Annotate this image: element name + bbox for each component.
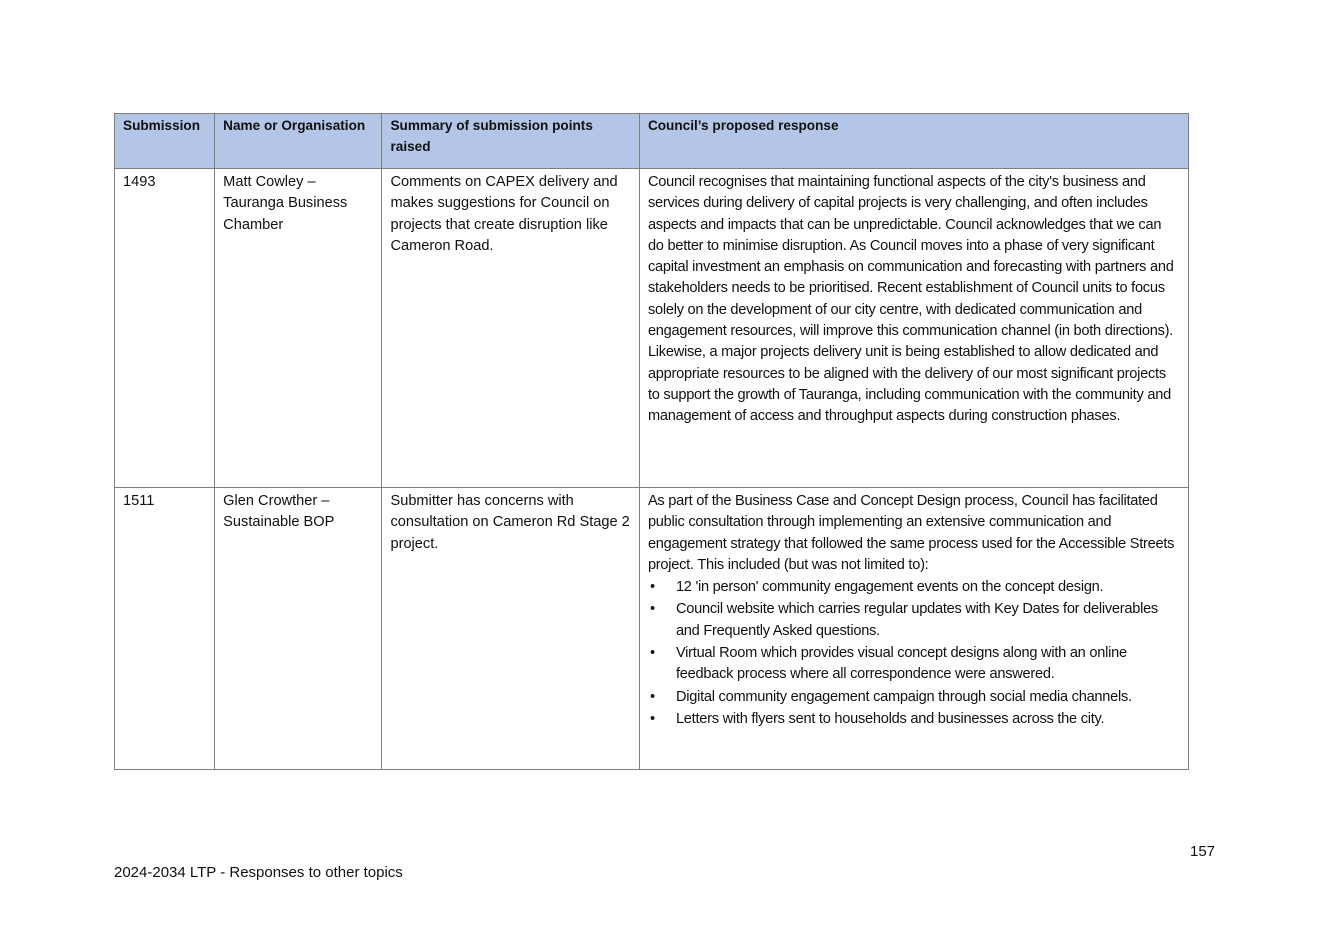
list-item: • Letters with flyers sent to households and businesses across the city. <box>648 709 1180 730</box>
response-paragraph: Likewise, a major projects delivery unit is being established to allow dedicated and appropriate resources to be aligned with the delivery of our most significant projects to support the growth of Tauranga, including communication with the community and management of access and throughput aspects during construction phases. <box>647 344 1171 425</box>
submitter-name: Glen Crowther – Sustainable BOP <box>215 488 382 770</box>
submission-summary: Comments on CAPEX delivery and makes suggestions for Council on projects that create disruption like Cameron Road. <box>382 169 639 488</box>
table-row <box>115 169 1189 488</box>
page-footer: 2024-2034 LTP - Responses to other topics <box>114 864 403 881</box>
header-summary: Summary of submission points raised <box>382 114 639 169</box>
header-submission: Submission <box>115 114 215 169</box>
page-number: 157 <box>1190 843 1216 860</box>
submission-number: 1511 <box>115 488 215 770</box>
response-paragraph: As part of the Business Case and Concept Design process, Council has facilitated public consultation through implementing an extensive communication and engagement strategy that followed the same process used for the Accessible Streets project. This included (but was not limited to): <box>647 493 1175 573</box>
table-row <box>115 488 1189 770</box>
council-response <box>639 488 1188 770</box>
table-header-row <box>115 114 1189 169</box>
submission-number: 1493 <box>115 169 215 488</box>
response-paragraph: Council recognises that maintaining functional aspects of the city's business and services during delivery of capital projects is very challenging, and often includes aspects and impacts that can be unpredictable. Council acknowledges that we can do better to minimise disruption. As Council moves into a phase of very significant capital investment an emphasis on communication and forecasting with partners and stakeholders needs to be prioritised. Recent establishment of Council units to focus solely on the development of our city centre, with dedicated communication and engagement resources, will improve this communication channel (in both directions). <box>647 174 1174 340</box>
list-item: • Virtual Room which provides visual concept designs along with an online feedback process where all correspondence were answered. <box>648 643 1180 686</box>
submission-summary: Submitter has concerns with consultation on Cameron Rd Stage 2 project. <box>382 488 639 770</box>
list-item: • Digital community engagement campaign through social media channels. <box>648 687 1180 708</box>
list-item: • Council website which carries regular updates with Key Dates for deliverables and Frequently Asked questions. <box>648 599 1180 642</box>
header-council-response: Council’s proposed response <box>639 114 1188 169</box>
header-name-or-organisation: Name or Organisation <box>215 114 382 169</box>
submitter-name: Matt Cowley – Tauranga Business Chamber <box>215 169 382 488</box>
response-bullet-list <box>648 577 1180 730</box>
list-item: • 12 'in person' community engagement events on the concept design. <box>648 577 1180 598</box>
submissions-table <box>114 113 1189 770</box>
council-response <box>639 169 1188 488</box>
